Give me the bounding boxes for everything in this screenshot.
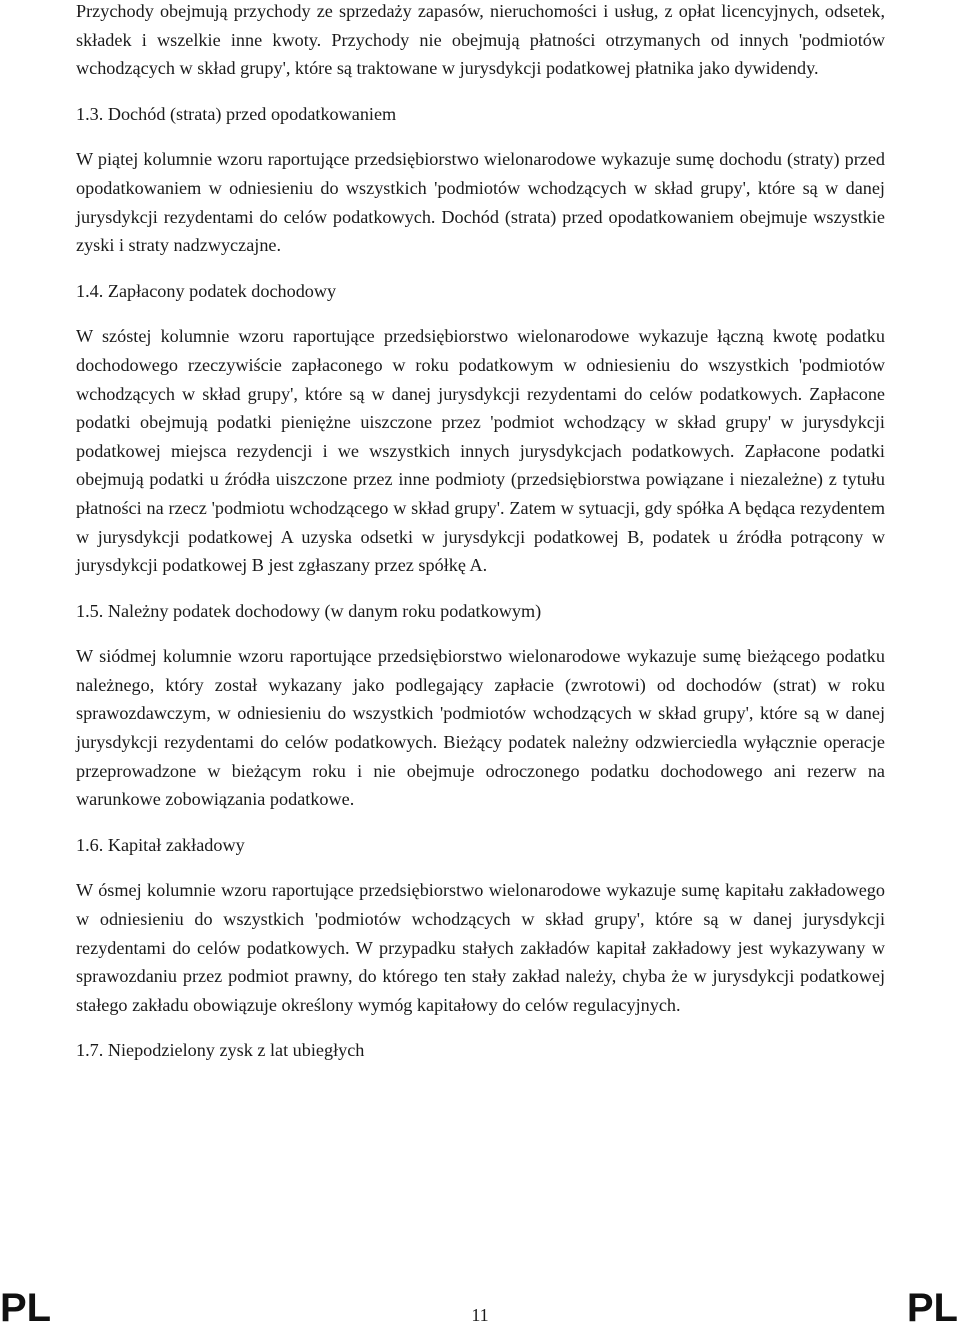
intro-paragraph: Przychody obejmują przychody ze sprzedaży zapasów, nieruchomości i usług, z opłat licencyjnych, odsetek, składek i wszelkie inne kwoty. Przychody nie obejmują płatności otrzymanych od innych 'podmiotów wchodzących w skład grupy', które są traktowane w jurysdykcji podatkowej płatnika jako dywidendy. <box>76 1 885 79</box>
section-body-1-4: W szóstej kolumnie wzoru raportujące przedsiębiorstwo wielonarodowe wykazuje łączną kwotę podatku dochodowego rzeczywiście zapłaconego w roku podatkowym w odniesieniu do wszystkich 'podmiotów wchodzących w skład grupy', które są w danej jurysdykcji rezydentami do celów podatkowych. Zapłacone podatki obejmują podatki pieniężne uiszczone przez 'podmiot wchodzący w skład grupy' w jurysdykcji podatkowej miejsca rezydencji i we wszystkich innych jurysdykcjach podatkowych. Zapłacone podatki obejmują podatki u źródła uiszczone przez inne podmioty (przedsiębiorstwa powiązane i niezależne) z tytułu płatności na rzecz 'podmiotu wchodzącego w skład grupy'. Zatem w sytuacji, gdy spółka A będąca rezydentem w jurysdykcji podatkowej A uzyska odsetki w jurysdykcji podatkowej B, podatek u źródła potrącony w jurysdykcji podatkowej B jest zgłaszany przez spółkę A. <box>76 326 885 576</box>
footer-language-code-right: PL <box>906 1286 958 1330</box>
section-body-1-6: W ósmej kolumnie wzoru raportujące przedsiębiorstwo wielonarodowe wykazuje sumę kapitału zakładowego w odniesieniu do wszystkich 'podmiotów wchodzących w skład grupy', które są w danej jurysdykcji rezydentami do celów podatkowych. W przypadku stałych zakładów kapitał zakładowy jest wykazywany w sprawozdaniu przez podmiot prawny, do którego ten stały zakład należy, chyba że w jurysdykcji podatkowej stałego zakładu obowiązuje określony wymóg kapitałowy do celów regulacyjnych. <box>76 880 885 1015</box>
document-body <box>76 0 885 1082</box>
section-body-1-3: W piątej kolumnie wzoru raportujące przedsiębiorstwo wielonarodowe wykazuje sumę dochodu (straty) przed opodatkowaniem w odniesieniu do wszystkich 'podmiotów wchodzących w skład grupy', które są w danej jurysdykcji rezydentami do celów podatkowych. Dochód (strata) przed opodatkowaniem obejmuje wszystkie zyski i straty nadzwyczajne. <box>76 149 885 256</box>
section-body-1-5: W siódmej kolumnie wzoru raportujące przedsiębiorstwo wielonarodowe wykazuje sumę bieżącego podatku należnego, który został wykazany jako podlegający zapłacie (zwrotowi) od dochodów (strat) w roku sprawozdawczym, w odniesieniu do wszystkich 'podmiotów wchodzących w skład grupy', które są w danej jurysdykcji rezydentami do celów podatkowych. Bieżący podatek należny odzwierciedla wyłącznie operacje przeprowadzone w bieżącym roku i nie obejmuje odroczonego podatku dochodowego ani rezerw na warunkowe zobowiązania podatkowe. <box>76 646 885 810</box>
section-heading-1-4: 1.4. Zapłacony podatek dochodowy <box>76 280 337 301</box>
section-heading-1-7: 1.7. Niepodzielony zysk z lat ubiegłych <box>76 1040 365 1061</box>
section-heading-1-3: 1.3. Dochód (strata) przed opodatkowaniem <box>76 103 397 124</box>
section-heading-1-5: 1.5. Należny podatek dochodowy (w danym roku podatkowym) <box>76 600 542 621</box>
page-number: 11 <box>471 1305 489 1325</box>
footer-language-code-left: PL <box>0 1286 52 1330</box>
section-heading-1-6: 1.6. Kapitał zakładowy <box>76 834 245 855</box>
